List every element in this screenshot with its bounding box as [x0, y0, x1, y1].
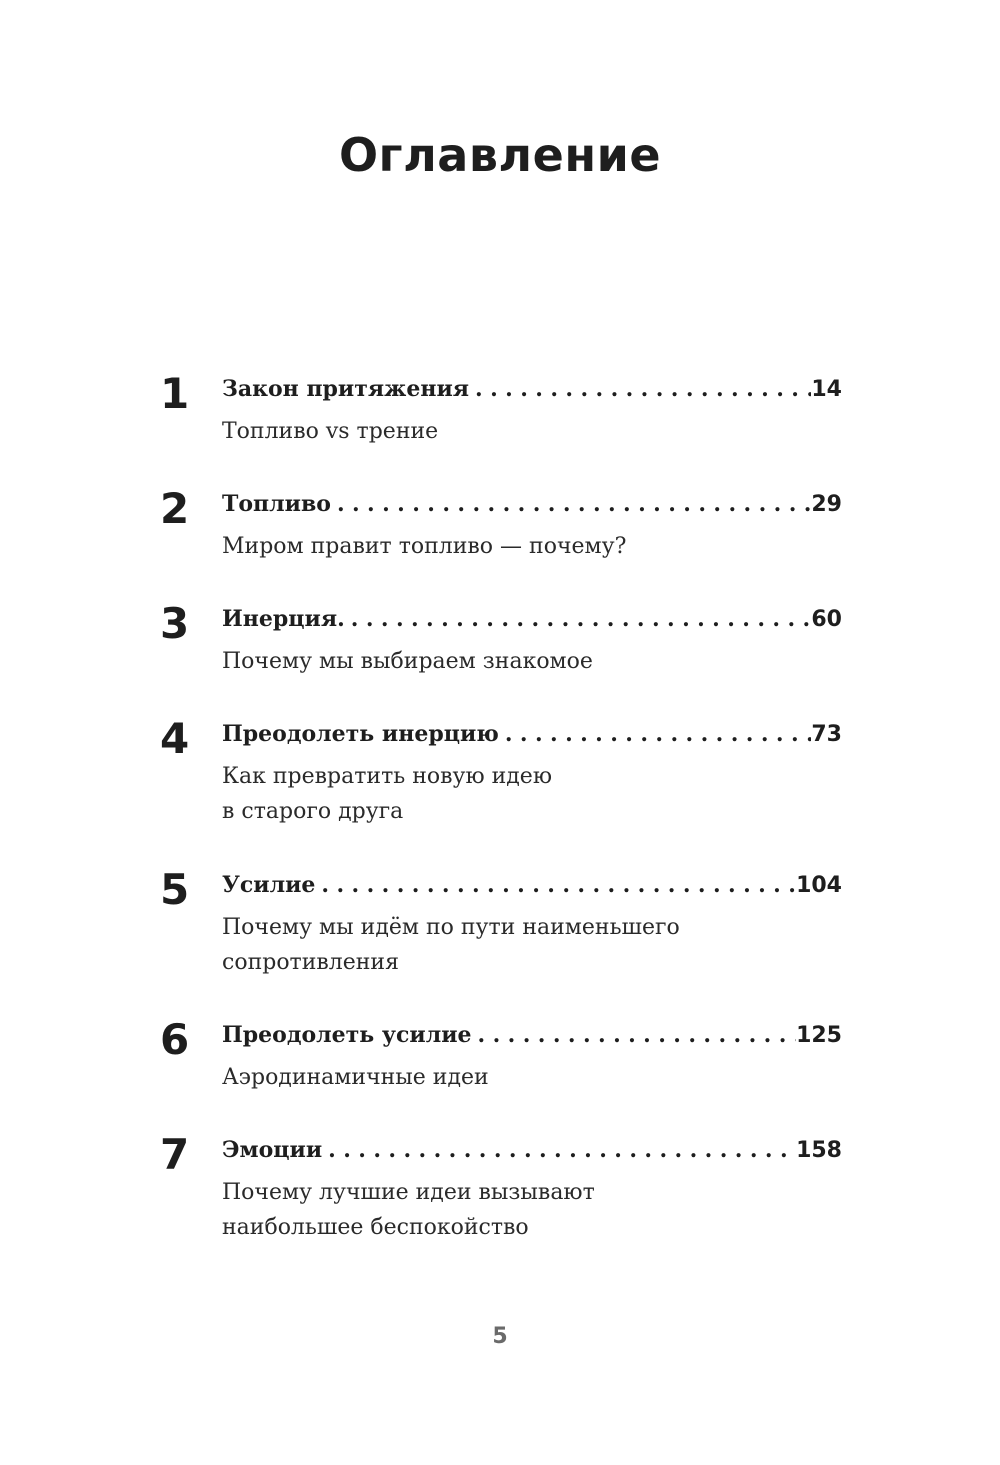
chapter-heading-row [222, 1018, 842, 1052]
chapter-subtitle [222, 1060, 782, 1095]
chapter-title: Преодолеть усилие [222, 1022, 472, 1048]
chapter-subtitle [222, 759, 782, 829]
chapter-heading-row [222, 487, 842, 521]
chapter-subtitle-line: Как превратить новую идею [222, 764, 552, 789]
chapter-page-number: 104 [796, 873, 842, 898]
chapter-number: 1 [160, 369, 190, 418]
page-title: Оглавление [338, 128, 662, 182]
chapter-title: Эмоции [222, 1137, 323, 1163]
chapter-number: 5 [160, 865, 190, 914]
chapter-heading-row [222, 868, 842, 902]
chapter-subtitle-line: Миром правит топливо — почему? [222, 534, 627, 559]
chapter-number: 6 [160, 1015, 190, 1064]
page-number: 5 [492, 1324, 508, 1349]
chapter-number: 2 [160, 484, 190, 533]
chapter-title: Закон притяжения [222, 376, 470, 402]
chapter-title: Инерция. [222, 606, 345, 632]
chapter-subtitle-line: наибольшее беспокойство [222, 1215, 529, 1240]
chapter-subtitle-line: Почему мы идём по пути наименьшего [222, 915, 680, 940]
chapter-number: 4 [160, 714, 190, 763]
chapter-number: 3 [160, 599, 190, 648]
chapter-page-number: 73 [811, 722, 842, 747]
chapter-heading-row [222, 372, 842, 406]
chapter-page-number: 29 [811, 492, 842, 517]
chapter-heading-row [222, 602, 842, 636]
chapter-number: 7 [160, 1130, 190, 1179]
chapter-page-number: 158 [796, 1138, 842, 1163]
dot-leader [469, 372, 811, 406]
dot-leader [331, 487, 811, 521]
chapter-subtitle-line: сопротивления [222, 950, 399, 975]
chapter-page-number: 60 [811, 607, 842, 632]
chapter-subtitle-line: Аэродинамичные идеи [222, 1065, 489, 1090]
chapter-subtitle-line: Почему мы выбираем знакомое [222, 649, 593, 674]
chapter-subtitle-line: Почему лучшие идеи вызывают [222, 1180, 595, 1205]
dot-leader [345, 602, 812, 636]
chapter-subtitle-line: Топливо vs трение [222, 419, 439, 444]
dot-leader [472, 1018, 797, 1052]
chapter-subtitle [222, 529, 782, 564]
chapter-subtitle [222, 644, 782, 679]
chapter-page-number: 14 [811, 377, 842, 402]
dot-leader [322, 1133, 796, 1167]
chapter-subtitle [222, 414, 782, 449]
dot-leader [315, 868, 796, 902]
chapter-title: Усилие [222, 872, 316, 898]
chapter-title: Топливо [222, 491, 331, 517]
chapter-subtitle-line: в старого друга [222, 799, 404, 824]
chapter-subtitle [222, 1175, 782, 1245]
chapter-heading-row [222, 717, 842, 751]
dot-leader [499, 717, 812, 751]
chapter-heading-row [222, 1133, 842, 1167]
chapter-title: Преодолеть инерцию [222, 721, 499, 747]
chapter-page-number: 125 [796, 1023, 842, 1048]
chapter-subtitle [222, 910, 782, 980]
